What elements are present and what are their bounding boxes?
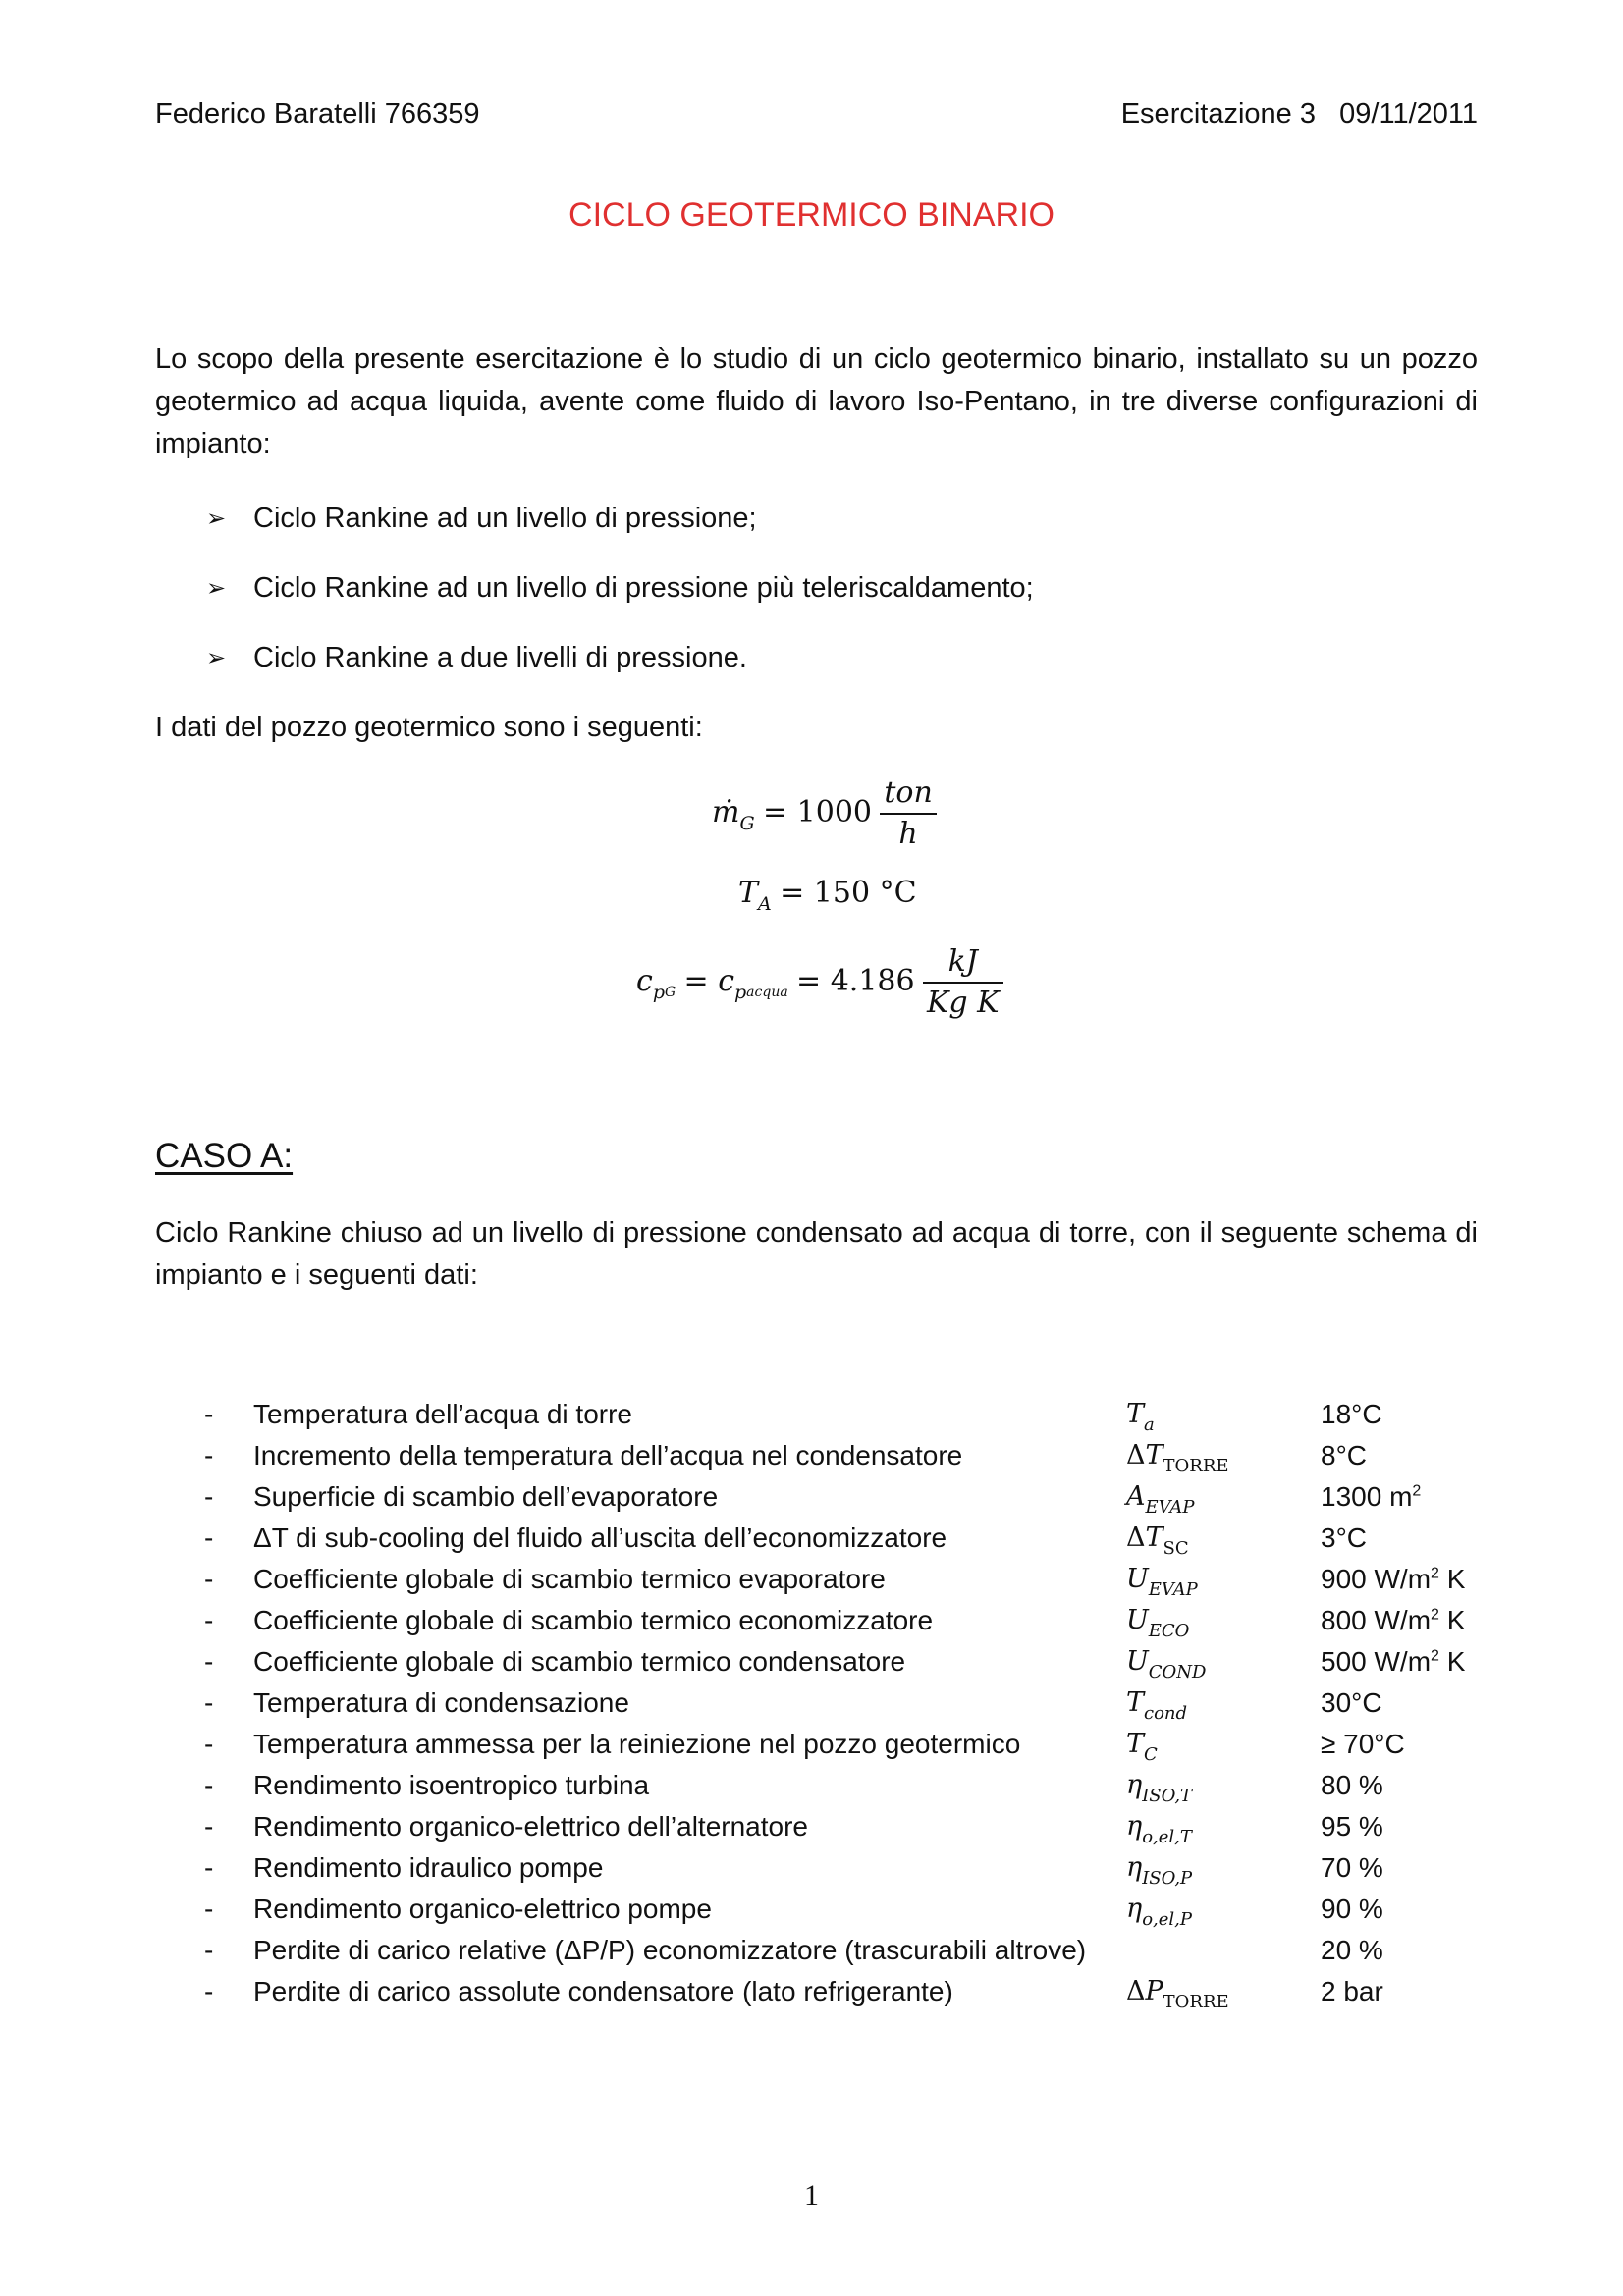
row-dash: -	[204, 1687, 214, 1718]
data-row	[0, 1976, 1623, 2017]
row-symbol: $\eta_{ISO,T}$	[1126, 1770, 1193, 1806]
row-value: 500 $W/m^2$ K	[1321, 1646, 1466, 1677]
row-label: Perdite di carico assolute condensatore (lato refrigerante)	[253, 1976, 953, 2006]
row-label: Incremento della temperatura dell’acqua nel condensatore	[253, 1440, 963, 1470]
page-title: CICLO GEOTERMICO BINARIO	[568, 196, 1055, 234]
row-value: 30°C	[1321, 1687, 1382, 1718]
data-row	[0, 1522, 1623, 1564]
equation-specific-heat: $c_{pG} = c_{pacqua} = 4.186$ $\frac{kJ}{\text{Kg K}}$	[636, 942, 1003, 1023]
row-dash: -	[204, 1811, 214, 1842]
row-label: Coefficiente globale di scambio termico evaporatore	[253, 1564, 886, 1594]
row-dash: -	[204, 1935, 214, 1965]
row-label: Temperatura ammessa per la reiniezione nel pozzo geotermico	[253, 1729, 1021, 1759]
row-label: Rendimento organico-elettrico pompe	[253, 1894, 712, 1924]
arrow-bullet-icon: ➢	[206, 506, 227, 532]
data-row	[0, 1481, 1623, 1522]
data-row	[0, 1440, 1623, 1481]
row-symbol: $T_{cond}$	[1126, 1687, 1188, 1724]
data-row	[0, 1935, 1623, 1976]
row-symbol: $\Delta T_{TORRE}$	[1126, 1440, 1229, 1476]
row-dash: -	[204, 1770, 214, 1800]
data-row	[0, 1852, 1623, 1894]
row-dash: -	[204, 1522, 214, 1553]
row-value: ≥ 70°C	[1321, 1729, 1405, 1759]
row-symbol: $\eta_{ISO,P}$	[1126, 1852, 1193, 1889]
case-a-description: Ciclo Rankine chiuso ad un livello di pressione condensato ad acqua di torre, con il seguente schema di impianto e i seguenti dati:	[155, 1217, 1478, 1291]
row-dash: -	[204, 1646, 214, 1677]
row-dash: -	[204, 1564, 214, 1594]
row-value: 8°C	[1321, 1440, 1367, 1470]
row-value: 900 $W/m^2$ K	[1321, 1564, 1466, 1594]
equation-mass-flow: ṁ$_G$ = 1000 $\frac{\text{ton}}{h}$	[712, 774, 937, 854]
row-value: 95 %	[1321, 1811, 1383, 1842]
row-label: Rendimento isoentropico turbina	[253, 1770, 650, 1800]
row-dash: -	[204, 1481, 214, 1512]
row-value: 18°C	[1321, 1399, 1382, 1429]
arrow-bullet-icon: ➢	[206, 575, 227, 602]
header-author: Federico Baratelli 766359	[155, 98, 480, 130]
row-dash: -	[204, 1605, 214, 1635]
arrow-bullet-icon: ➢	[206, 645, 227, 671]
row-symbol: $A_{EVAP}$	[1126, 1481, 1195, 1518]
row-label: Rendimento organico-elettrico dell’alternatore	[253, 1811, 808, 1842]
row-symbol: $U_{EVAP}$	[1126, 1564, 1198, 1600]
page-number: 1	[804, 2179, 819, 2212]
row-value: 2 bar	[1321, 1976, 1383, 2006]
row-value: 80 %	[1321, 1770, 1383, 1800]
row-dash: -	[204, 1976, 214, 2006]
well-intro: I dati del pozzo geotermico sono i seguenti:	[155, 712, 703, 743]
fraction: $\frac{\text{ton}}{h}$	[880, 774, 936, 854]
row-symbol: $\eta_{o,el,T}$	[1126, 1811, 1192, 1847]
data-row	[0, 1687, 1623, 1729]
row-dash: -	[204, 1729, 214, 1759]
row-value: 20 %	[1321, 1935, 1383, 1965]
data-row	[0, 1646, 1623, 1687]
row-label: Perdite di carico relative (ΔP/P) economizzatore (trascurabili altrove)	[253, 1935, 1087, 1965]
row-value: 70 %	[1321, 1852, 1383, 1883]
row-label: Temperatura di condensazione	[253, 1687, 629, 1718]
intro-paragraph: Lo scopo della presente esercitazione è lo studio di un ciclo geotermico binario, installato su un pozzo geotermico ad acqua liquida, avente come fluido di lavoro Iso-Pentano, in tre diverse configurazioni di impianto:	[155, 344, 1478, 459]
row-label: Superficie di scambio dell’evaporatore	[253, 1481, 719, 1512]
row-symbol: $T_C$	[1126, 1729, 1158, 1765]
bullet-text: Ciclo Rankine a due livelli di pressione.	[253, 642, 747, 673]
fraction: $\frac{kJ}{\text{Kg K}}$	[923, 942, 1003, 1023]
data-row	[0, 1894, 1623, 1935]
row-label: ΔT di sub-cooling del fluido all’uscita dell’economizzatore	[253, 1522, 947, 1553]
header-exercise: Esercitazione 3 09/11/2011	[1120, 98, 1478, 130]
data-row	[0, 1770, 1623, 1811]
row-dash: -	[204, 1440, 214, 1470]
bullet-text: Ciclo Rankine ad un livello di pressione;	[253, 503, 757, 534]
data-row	[0, 1399, 1623, 1440]
row-symbol: $\Delta T_{SC}$	[1126, 1522, 1189, 1559]
row-symbol: $\Delta P_{TORRE}$	[1126, 1976, 1229, 2012]
data-row	[0, 1729, 1623, 1770]
row-label: Temperatura dell’acqua di torre	[253, 1399, 632, 1429]
data-row	[0, 1605, 1623, 1646]
row-value: 90 %	[1321, 1894, 1383, 1924]
row-label: Coefficiente globale di scambio termico economizzatore	[253, 1605, 934, 1635]
row-label: Coefficiente globale di scambio termico condensatore	[253, 1646, 906, 1677]
row-symbol: $T_a$	[1126, 1399, 1155, 1435]
row-dash: -	[204, 1852, 214, 1883]
equation-temperature: $T_A = 150$ °C	[738, 876, 917, 915]
data-row	[0, 1564, 1623, 1605]
row-value: 3°C	[1321, 1522, 1367, 1553]
row-dash: -	[204, 1399, 214, 1429]
row-dash: -	[204, 1894, 214, 1924]
row-symbol: $U_{COND}$	[1126, 1646, 1207, 1682]
row-symbol: $\eta_{o,el,P}$	[1126, 1894, 1192, 1930]
bullet-text: Ciclo Rankine ad un livello di pressione più teleriscaldamento;	[253, 572, 1034, 604]
row-label: Rendimento idraulico pompe	[253, 1852, 604, 1883]
row-symbol: $U_{ECO}$	[1126, 1605, 1190, 1641]
data-row	[0, 1811, 1623, 1852]
case-a-heading: CASO A:	[155, 1137, 294, 1175]
row-value: 1300 $m^2$	[1321, 1481, 1422, 1512]
row-value: 800 $W/m^2$ K	[1321, 1605, 1466, 1635]
